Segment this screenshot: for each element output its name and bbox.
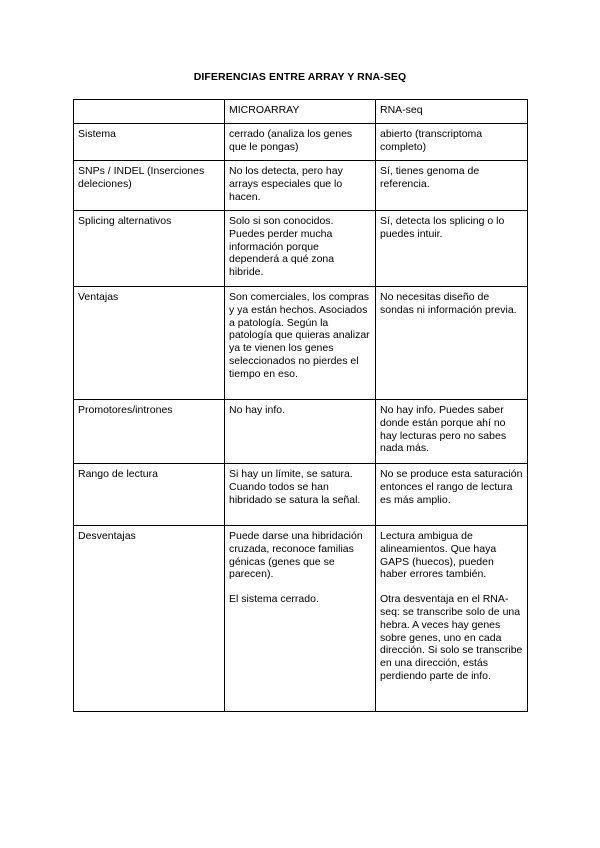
table-row — [74, 526, 528, 712]
row-label: Splicing alternativos — [74, 211, 225, 287]
cell-paragraph: Lectura ambigua de alineamientos. Que haya GAPS (huecos), pueden haber errores también. — [380, 530, 497, 581]
cell-microarray: cerrado (analiza los genes que le pongas) — [225, 124, 376, 161]
cell-microarray: No hay info. — [225, 400, 376, 464]
comparison-table — [73, 99, 528, 712]
cell-microarray: No los detecta, pero hay arrays especiales que lo hacen. — [225, 161, 376, 211]
row-label: Promotores/intrones — [74, 400, 225, 464]
table-row — [74, 464, 528, 526]
page-title: DIFERENCIAS ENTRE ARRAY Y RNA-SEQ — [193, 71, 407, 83]
cell-paragraph: Otra desventaja en el RNA-seq: se transcribe solo de una hebra. A veces hay genes sobre genes, uno en cada dirección. Si solo se transcribe en una dirección, estás perdiendo parte de info. — [380, 593, 523, 682]
cell-rnaseq: abierto (transcriptoma completo) — [376, 124, 528, 161]
row-label: Ventajas — [74, 287, 225, 400]
cell-rnaseq: No necesitas diseño de sondas ni información previa. — [376, 287, 528, 400]
cell-rnaseq: No se produce esta saturación entonces el rango de lectura es más amplio. — [376, 464, 528, 526]
cell-microarray: Si hay un límite, se satura. Cuando todos se han hibridado se satura la señal. — [225, 464, 376, 526]
cell-rnaseq — [376, 526, 528, 712]
header-cell-empty — [74, 100, 225, 124]
table-row — [74, 124, 528, 161]
row-label: Rango de lectura — [74, 464, 225, 526]
table-row — [74, 287, 528, 400]
table-row — [74, 161, 528, 211]
cell-paragraph: Puede darse una hibridación cruzada, reconoce familias génicas (genes que se parecen). — [229, 530, 363, 581]
cell-paragraph: El sistema cerrado. — [229, 593, 319, 606]
table-row — [74, 400, 528, 464]
cell-rnaseq: Sí, detecta los splicing o lo puedes intuir. — [376, 211, 528, 287]
table-row — [74, 211, 528, 287]
row-label: Sistema — [74, 124, 225, 161]
cell-rnaseq: No hay info. Puedes saber donde están porque ahí no hay lecturas pero no sabes nada más. — [376, 400, 528, 464]
cell-microarray — [225, 526, 376, 712]
cell-microarray: Son comerciales, los compras y ya están hechos. Asociados a patología. Según la patología que quieras analizar ya te vienen los genes seleccionados no pierdes el tiempo en eso. — [225, 287, 376, 400]
header-cell-rnaseq: RNA-seq — [376, 100, 528, 124]
cell-rnaseq: Sí, tienes genoma de referencia. — [376, 161, 528, 211]
header-cell-microarray: MICROARRAY — [225, 100, 376, 124]
row-label: Desventajas — [74, 526, 225, 712]
row-label: SNPs / INDEL (Inserciones deleciones) — [74, 161, 225, 211]
cell-microarray: Solo si son conocidos. Puedes perder mucha información porque dependerá a qué zona hibride. — [225, 211, 376, 287]
table-header-row — [74, 100, 528, 124]
